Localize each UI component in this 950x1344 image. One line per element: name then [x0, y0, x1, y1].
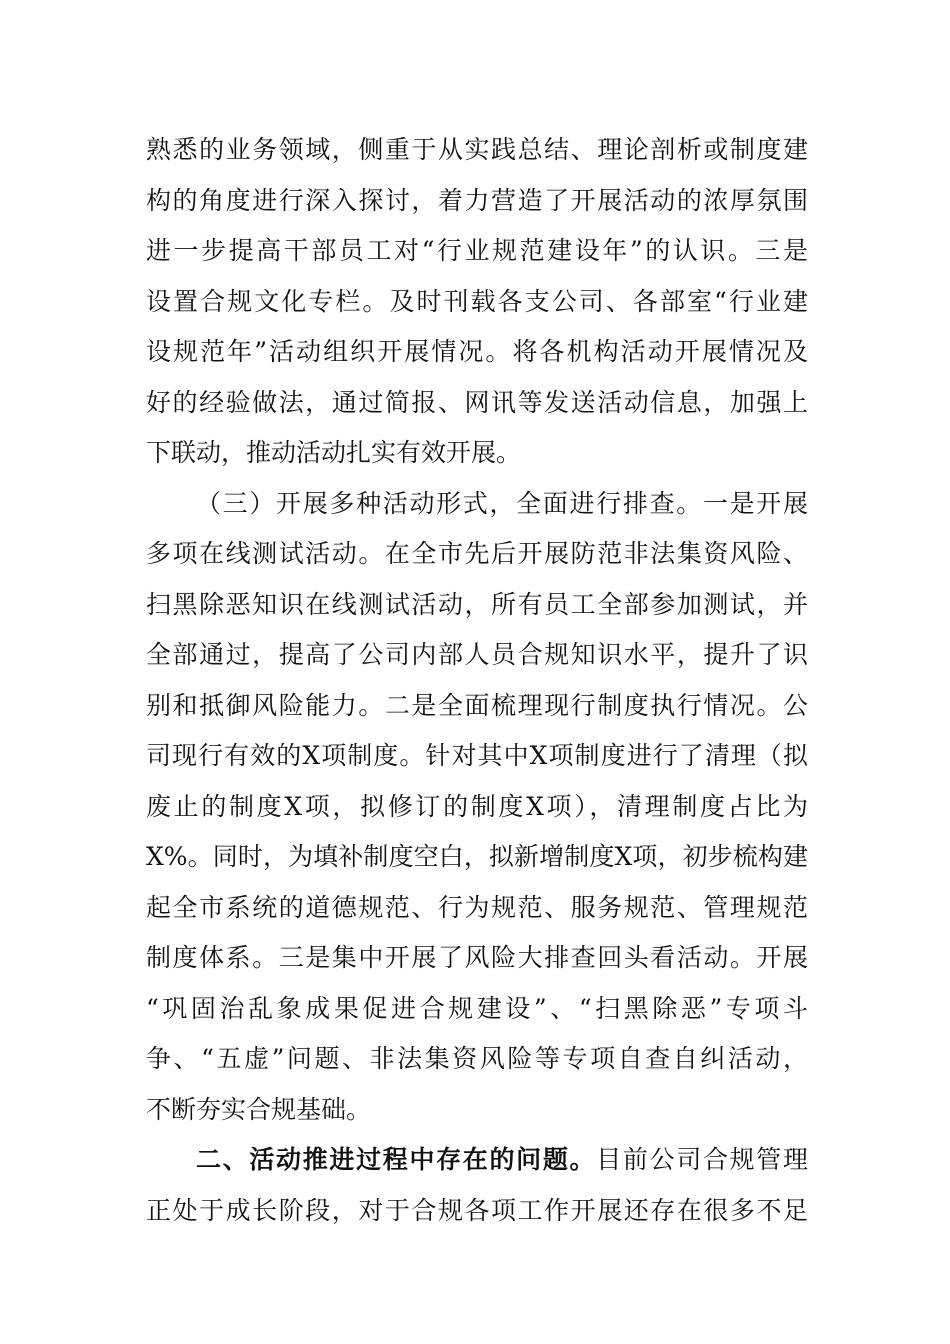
text-line: 下联动，推动活动扎实有效开展。: [146, 438, 522, 467]
section-heading-line: [196, 1140, 808, 1180]
text-line: X%。同时，为填补制度空白，拟新增制度X项，初步梳构建: [146, 842, 808, 871]
text-line: 全部通过，提高了公司内部人员合规知识水平，提升了识: [146, 640, 808, 669]
text-line: 争、“五虚”问题、非法集资风险等专项自查自纠活动，: [146, 1044, 808, 1073]
text-line: 设规范年”活动组织开展情况。将各机构活动开展情况及: [146, 337, 808, 366]
text-line: 正处于成长阶段，对于合规各项工作开展还存在很多不足: [146, 1196, 808, 1225]
section-heading: 二、活动推进过程中存在的问题。: [196, 1145, 597, 1174]
text-line: 好的经验做法，通过简报、网讯等发送活动信息，加强上: [146, 388, 808, 417]
text-line: 起全市系统的道德规范、行为规范、服务规范、管理规范: [146, 893, 808, 922]
text-line: 扫黑除恶知识在线测试活动，所有员工全部参加测试，并: [146, 590, 808, 619]
text-span: 目前公司合规管理: [596, 1145, 808, 1174]
text-line: 进一步提高干部员工对“行业规范建设年”的认识。三是: [146, 236, 808, 265]
text-line: 废止的制度X项，拟修订的制度X项），清理制度占比为: [146, 792, 808, 821]
text-line: 不断夯实合规基础。: [146, 1095, 372, 1124]
text-line: 别和抵御风险能力。二是全面梳理现行制度执行情况。公: [146, 691, 808, 720]
text-line: 司现行有效的X项制度。针对其中X项制度进行了清理（拟: [146, 741, 808, 770]
text-line: （三）开展多种活动形式，全面进行排查。一是开展: [196, 489, 808, 518]
text-line: 熟悉的业务领域，侧重于从实践总结、理论剖析或制度建: [146, 135, 808, 164]
text-line: “巩固治乱象成果促进合规建设”、“扫黑除恶”专项斗: [146, 994, 808, 1023]
text-line: 多项在线测试活动。在全市先后开展防范非法集资风险、: [146, 539, 808, 568]
text-line: 设置合规文化专栏。及时刊载各支公司、各部室“行业建: [146, 287, 808, 316]
text-line: 构的角度进行深入探讨，着力营造了开展活动的浓厚氛围: [146, 186, 808, 215]
text-line: 制度体系。三是集中开展了风险大排查回头看活动。开展: [146, 943, 808, 972]
